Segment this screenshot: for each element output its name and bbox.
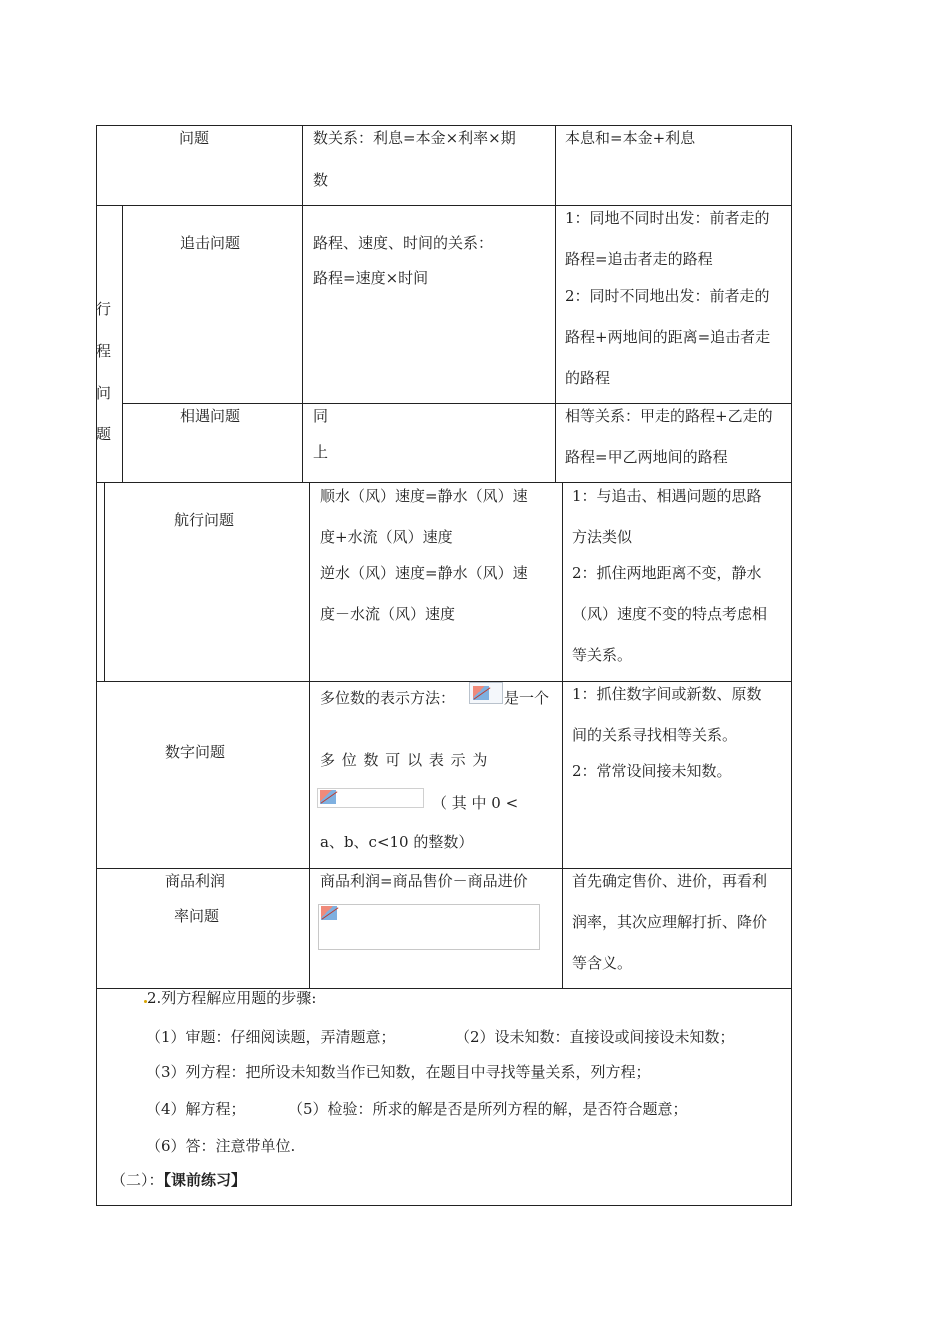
practice-title: 【课前练习】 xyxy=(163,1171,247,1189)
profit-note-line-3: 等含义。 xyxy=(572,954,633,972)
row-divider-1 xyxy=(96,205,792,206)
col-divider-1b xyxy=(309,482,310,989)
digits-relation-c: 多 位 数 可 以 表 示 为 xyxy=(320,751,489,769)
step-4: （4）解方程； xyxy=(146,1100,246,1118)
step-6: （6）答：注意带单位. xyxy=(146,1137,296,1155)
chase-relation-line-2: 路程=速度×时间 xyxy=(313,269,429,287)
table-border-bottom xyxy=(96,1205,792,1206)
sailing-note-line-1: 1：与追击、相遇问题的思路 xyxy=(572,487,762,505)
meet-note-line-1: 相等关系：甲走的路程+乙走的 xyxy=(565,407,773,425)
step-3: （3）列方程：把所设未知数当作已知数，在题目中寻找等量关系，列方程； xyxy=(146,1063,651,1081)
travel-group-char-2: 程 xyxy=(96,342,112,360)
sailing-relation-line-3: 逆水（风）速度=静水（风）速 xyxy=(320,564,528,582)
sailing-note-line-2: 方法类似 xyxy=(572,528,633,546)
interest-relation: 数关系：利息=本金×利率×期 xyxy=(313,129,516,147)
meet-label: 相遇问题 xyxy=(180,407,241,425)
row-divider-3 xyxy=(96,482,792,483)
row-divider-2 xyxy=(122,403,792,404)
sailing-left-divider xyxy=(104,482,105,682)
table-border-right xyxy=(791,125,792,1206)
travel-group-char-3: 问 xyxy=(96,384,112,402)
interest-note: 本息和=本金+利息 xyxy=(565,129,696,147)
chase-note-line-4: 路程+两地间的距离=追击者走 xyxy=(565,328,771,346)
meet-relation-line-1: 同 xyxy=(313,407,329,425)
table-border-left xyxy=(96,125,97,1206)
digits-note-line-1: 1：抓住数字间或新数、原数 xyxy=(572,685,762,703)
interest-label: 问题 xyxy=(179,129,210,147)
interest-relation-wrap: 数 xyxy=(313,171,329,189)
profit-note-line-1: 首先确定售价、进价，再看利 xyxy=(572,872,768,890)
digits-relation-a: 多位数的表示方法： xyxy=(320,689,456,707)
digits-relation-b: 是一个 xyxy=(504,689,550,707)
profit-label-line-1: 商品利润 xyxy=(165,872,226,890)
sailing-relation-line-1: 顺水（风）速度=静水（风）速 xyxy=(320,487,528,505)
col-divider-2b xyxy=(562,482,563,989)
sailing-note-line-5: 等关系。 xyxy=(572,646,633,664)
sailing-relation-line-4: 度－水流（风）速度 xyxy=(320,605,456,623)
table-border-top xyxy=(96,125,792,126)
step-2: （2）设未知数：直接设或间接设未知数； xyxy=(455,1028,735,1046)
sailing-note-line-3: 2：抓住两地距离不变，静水 xyxy=(572,564,762,582)
formula-image-icon-2 xyxy=(317,787,339,807)
formula-image-icon xyxy=(469,682,503,704)
sailing-relation-line-2: 度+水流（风）速度 xyxy=(320,528,453,546)
digits-note-line-2: 间的关系寻找相等关系。 xyxy=(572,726,738,744)
digits-label: 数字问题 xyxy=(165,743,226,761)
chase-label: 追击问题 xyxy=(180,234,241,252)
col-divider-2a xyxy=(555,125,556,483)
meet-relation-line-2: 上 xyxy=(313,443,329,461)
formula-image-icon-3 xyxy=(318,903,340,923)
step-5: （5）检验：所求的解是否是所列方程的解，是否符合题意； xyxy=(288,1100,688,1118)
profit-formula-box xyxy=(318,904,540,950)
practice-heading xyxy=(111,1170,246,1190)
steps-title: 2.列方程解应用题的步骤: xyxy=(147,989,317,1007)
chase-note-line-1: 1：同地不同时出发：前者走的 xyxy=(565,209,770,227)
profit-relation: 商品利润=商品售价－商品进价 xyxy=(320,872,528,890)
travel-group-char-1: 行 xyxy=(96,300,112,318)
sailing-label: 航行问题 xyxy=(174,511,235,529)
meet-note-line-2: 路程=甲乙两地间的路程 xyxy=(565,448,728,466)
col-divider-1a xyxy=(302,125,303,483)
travel-group-divider xyxy=(122,205,123,483)
chase-relation-line-1: 路程、速度、时间的关系： xyxy=(313,234,494,252)
travel-group-char-4: 题 xyxy=(96,425,112,443)
step-1: （1）审题：仔细阅读题，弄清题意； xyxy=(146,1028,396,1046)
chase-note-line-2: 路程=追击者走的路程 xyxy=(565,250,713,268)
digits-relation-d: （ 其 中 0 < xyxy=(432,794,519,812)
practice-prefix: （二）： xyxy=(111,1171,164,1189)
digits-note-line-3: 2：常常设间接未知数。 xyxy=(572,762,732,780)
chase-note-line-3: 2：同时不同地出发：前者走的 xyxy=(565,287,770,305)
row-divider-4 xyxy=(96,681,792,682)
profit-note-line-2: 润率，其次应理解打折、降价 xyxy=(572,913,768,931)
profit-label-line-2: 率问题 xyxy=(174,907,220,925)
chase-note-line-5: 的路程 xyxy=(565,369,611,387)
digits-relation-e: a、b、c<10 的整数） xyxy=(320,833,474,851)
row-divider-5 xyxy=(96,868,792,869)
sailing-note-line-4: （风）速度不变的特点考虑相 xyxy=(572,605,768,623)
